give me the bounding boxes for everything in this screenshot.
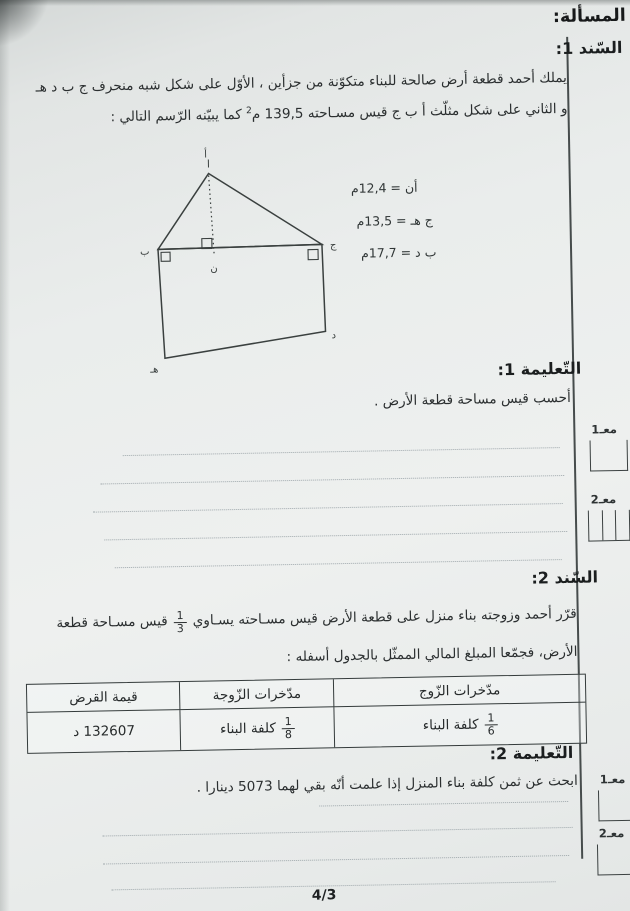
instruction1-heading: التّعليمة 1: [497, 358, 582, 380]
dimension-jh: ج هـ = 13,5م [356, 212, 433, 229]
table-header-wife: مدّخرات الزّوجة [180, 679, 334, 710]
dimension-an: أن = 12,4م [350, 179, 418, 196]
answer-line [319, 801, 568, 807]
instruction1-text: أحسب قيس مساحة قطعة الأرض . [373, 389, 571, 410]
instruction2-heading: التّعليمة 2: [489, 742, 574, 764]
one-eighth-fraction: $\frac{1}{8}$ [282, 716, 295, 740]
section2-line1: قرّر أحمد وزوجته بناء منزل على قطعة الأرض قيس مسـاحته يسـاوي $\frac{1}{3}$ قيس مسـاحة قطعة [56, 606, 577, 635]
page-title: المسألة: [552, 5, 626, 28]
land-plot-figure [130, 145, 369, 384]
criterion-1-box [590, 440, 629, 472]
criterion-2-label: معـ2 [590, 492, 617, 507]
vertex-d-label: د [331, 330, 337, 342]
table-header-loan: قيمة القرض [27, 682, 181, 713]
answer-line [104, 531, 567, 540]
vertex-a-label: أ [204, 149, 208, 161]
criterion-2-box [588, 510, 630, 542]
vertex-j-label: ج [329, 240, 337, 252]
section1-line2: و الثاني على شكل مثلّث أ ب ج قيس مسـاحته 139,5 م$^2$ كما يبيّنه الرّسم التالي : [110, 100, 568, 126]
section2-heading: السّند 2: [531, 567, 599, 588]
table-cell-loan: 132607 د [27, 710, 181, 753]
dimension-bd: ب د = 17,7م [360, 244, 437, 261]
answer-line [93, 503, 563, 513]
section1-line1: يملك أحمد قطعة أرض صالحة للبناء متكوّنة من جزأين ، الأوّل على شكل شبه منحرف ج ب د هـ [35, 69, 568, 96]
criterion-1-label-2: معـ1 [599, 771, 626, 787]
vertex-n-label: ن [210, 263, 218, 275]
section2-line2: الأرض، فجمّعا المبلغ المالي الممثّل بالجدول أسفله : [286, 643, 578, 666]
answer-line [115, 559, 562, 568]
criterion-1-box-2 [598, 790, 630, 822]
answer-line [100, 475, 564, 485]
section1-heading: السّند 1: [555, 37, 623, 59]
table-header-husband: مدّخرات الزّوج [334, 675, 586, 708]
one-third-fraction: $\frac{1}{3}$ [174, 610, 187, 634]
answer-line [123, 447, 560, 456]
criterion-2-box-2 [597, 844, 630, 876]
criterion-2-label-2: معـ2 [598, 825, 625, 841]
criterion-1-label: معـ1 [591, 422, 618, 437]
answer-line [103, 827, 573, 837]
answer-line [103, 855, 569, 865]
vertex-b-label: ب [139, 246, 150, 258]
table-cell-wife: $\frac{1}{8}$ كلفة البناء [181, 707, 335, 750]
vertex-h-label: هـ [150, 364, 159, 376]
one-sixth-fraction: $\frac{1}{6}$ [484, 712, 497, 736]
savings-table [26, 674, 587, 754]
square-meter-exponent: 2 [245, 106, 252, 117]
page-number: 4/3 [311, 887, 337, 904]
table-cell-husband: $\frac{1}{6}$ كلفة البناء [334, 703, 586, 748]
instruction2-text: ابحث عن ثمن كلفة بناء المنزل إذا علمت أنّه بقي لهما 5073 دينارا . [196, 772, 578, 796]
